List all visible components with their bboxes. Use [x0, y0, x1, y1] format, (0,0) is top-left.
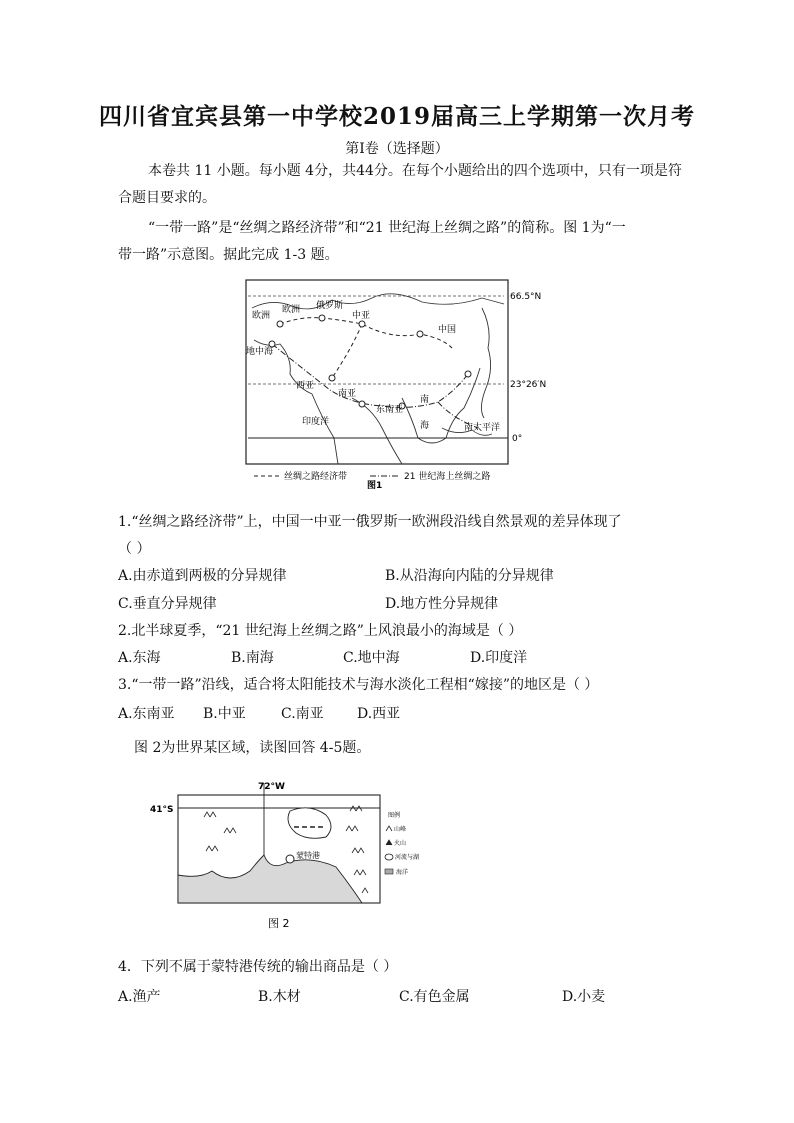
legend-peak: 山峰: [394, 826, 407, 833]
lat-label-tropic: 23°26′N: [510, 380, 547, 390]
place-label: 中国: [438, 325, 457, 335]
q4-option-c[interactable]: C.有色金属: [399, 989, 470, 1005]
place-label: 东南亚: [376, 405, 404, 415]
legend-river-lake: 河流与湖: [395, 854, 420, 861]
q4-option-b[interactable]: B.木材: [258, 989, 301, 1005]
lat-label-equator: 0°: [512, 434, 523, 444]
legend-title: 图例: [388, 812, 401, 819]
question-1-stem-line-2: （ ）: [118, 541, 151, 557]
place-label: 南亚: [338, 389, 357, 399]
legend-maritime-road: 21 世纪海上丝绸之路: [404, 472, 491, 482]
q1-option-d[interactable]: D.地方性分异规律: [385, 596, 499, 612]
place-label: 中亚: [352, 311, 371, 321]
place-label: 俄罗斯: [316, 301, 344, 311]
lat-label-arctic: 66.5°N: [510, 292, 542, 302]
place-label: 欧洲: [282, 305, 301, 315]
lat-label: 41°S: [150, 805, 174, 815]
legend-silk-road: 丝绸之路经济带: [284, 472, 348, 482]
instructions-line-1: 本卷共 11 小题。每小题 4分，共44分。在每个小题给出的四个选项中，只有一项是符: [148, 163, 682, 179]
q1-option-c[interactable]: C.垂直分异规律: [118, 596, 217, 612]
legend-sea: 海洋: [396, 869, 409, 876]
q2-option-d[interactable]: D.印度洋: [470, 650, 528, 666]
figure-2-caption: 图 2: [268, 917, 290, 930]
figure-2-map: [140, 775, 440, 940]
q4-option-d[interactable]: D.小麦: [562, 989, 606, 1005]
q2-option-a[interactable]: A.东海: [118, 650, 161, 666]
place-label: 南太平洋: [464, 423, 501, 433]
page-title: 四川省宜宾县第一中学校2019届高三上学期第一次月考: [98, 103, 695, 130]
section-subtitle: 第Ⅰ卷（选择题）: [345, 141, 449, 157]
q4-option-a[interactable]: A.渔产: [118, 989, 161, 1005]
intro-line-2: 带一路”示意图。据此完成 1-3 题。: [118, 247, 339, 263]
place-label: 海: [420, 421, 430, 431]
figure-1-map: [242, 278, 547, 491]
question-3-stem: 3.“一带一路”沿线，适合将太阳能技术与海水淡化工程相“嫁接”的地区是（ ）: [118, 677, 599, 693]
port-label: 蒙特港: [296, 851, 320, 860]
q3-option-b[interactable]: B.中亚: [203, 706, 246, 722]
legend-volcano: 火山: [394, 840, 407, 847]
intro-line-1: “一带一路”是“丝绸之路经济带”和“21 世纪海上丝绸之路”的简称。图 1为“一: [148, 220, 626, 236]
place-label: 欧洲: [252, 311, 271, 321]
q2-option-c[interactable]: C.地中海: [343, 650, 400, 666]
lon-label: 72°W: [258, 782, 285, 792]
instructions-line-2: 合题目要求的。: [118, 190, 216, 206]
place-label: 印度洋: [302, 417, 330, 427]
place-label: 西亚: [296, 381, 315, 391]
q3-option-d[interactable]: D.西亚: [357, 706, 401, 722]
question-2-stem: 2.北半球夏季，“21 世纪海上丝绸之路”上风浪最小的海域是（ ）: [118, 623, 523, 639]
q1-option-b[interactable]: B.从沿海向内陆的分异规律: [385, 568, 554, 584]
figure-2-intro: 图 2为世界某区域，读图回答 4-5题。: [134, 740, 371, 756]
question-4-stem: 4．下列不属于蒙特港传统的输出商品是（ ）: [118, 959, 398, 975]
q3-option-c[interactable]: C.南亚: [281, 706, 324, 722]
place-label: 地中海: [246, 347, 274, 357]
question-1-stem-line-1: 1.“丝绸之路经济带”上，中国一中亚一俄罗斯一欧洲段沿线自然景观的差异体现了: [118, 514, 622, 530]
q3-option-a[interactable]: A.东南亚: [118, 706, 175, 722]
q2-option-b[interactable]: B.南海: [231, 650, 274, 666]
q1-option-a[interactable]: A.由赤道到两极的分异规律: [118, 568, 287, 584]
figure-1-caption: 图1: [367, 481, 383, 491]
place-label: 南: [420, 395, 430, 405]
